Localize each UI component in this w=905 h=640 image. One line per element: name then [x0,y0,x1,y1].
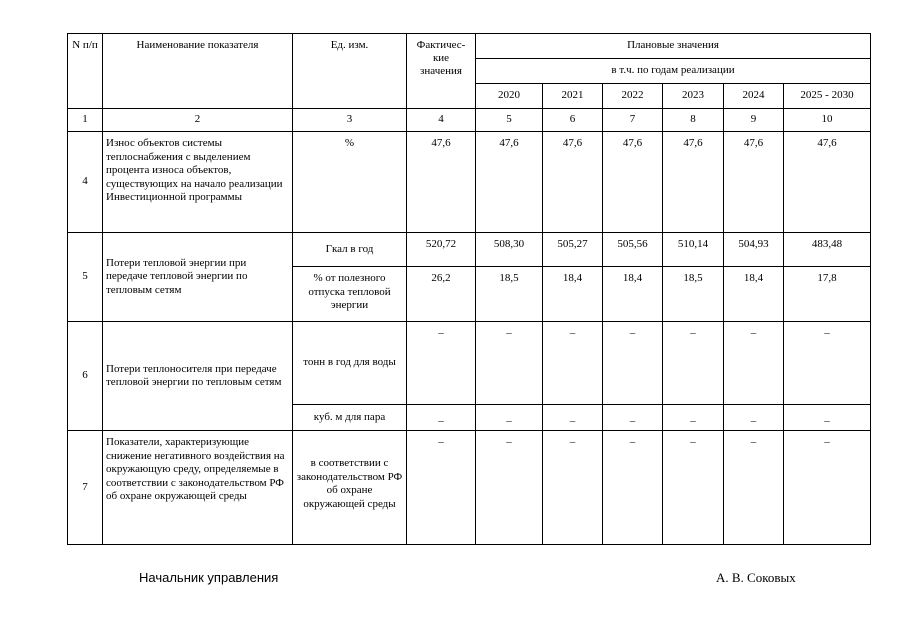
value-cell: 504,93 [724,233,784,267]
unit-cell: Гкал в год [293,233,407,267]
value-cell: 18,5 [476,267,543,322]
year-header: 2024 [724,84,784,109]
value-cell: 505,27 [543,233,603,267]
value-cell: 18,4 [724,267,784,322]
row-number: 4 [68,132,103,233]
value-cell: 18,4 [603,267,663,322]
header-by-year: в т.ч. по годам реализации [476,59,871,84]
col-number: 2 [103,109,293,132]
value-cell: 47,6 [784,132,871,233]
signer-name: А. В. Соковых [716,570,796,585]
year-header: 2022 [603,84,663,109]
value-cell: 508,30 [476,233,543,267]
value-cell: 47,6 [663,132,724,233]
col-number: 9 [724,109,784,132]
year-header: 2021 [543,84,603,109]
value-cell: 520,72 [407,233,476,267]
value-cell: 18,4 [543,267,603,322]
value-cell: _ [543,405,603,431]
indicators-table [67,33,871,545]
value-cell: 47,6 [603,132,663,233]
row-number: 6 [68,322,103,431]
year-header: 2025 - 2030 [784,84,871,109]
value-cell: _ [784,405,871,431]
value-cell: – [476,431,543,545]
header-actual: Фактичес- кие значения [407,34,476,109]
signer-position: Начальник управления [139,570,279,585]
value-cell: – [407,322,476,405]
indicator-name: Потери тепловой энергии при передаче тепловой энергии по тепловым сетям [103,233,293,322]
value-cell: _ [407,405,476,431]
col-number: 8 [663,109,724,132]
year-header: 2023 [663,84,724,109]
value-cell: 26,2 [407,267,476,322]
value-cell: – [724,431,784,545]
value-cell: 18,5 [663,267,724,322]
indicator-name: Потери теплоносителя при передаче тепловой энергии по тепловым сетям [103,322,293,431]
value-cell: – [543,431,603,545]
value-cell: _ [476,405,543,431]
value-cell: – [603,322,663,405]
row-number: 7 [68,431,103,545]
row-number: 5 [68,233,103,322]
value-cell: _ [663,405,724,431]
unit-cell: % [293,132,407,233]
value-cell: 47,6 [407,132,476,233]
value-cell: – [724,322,784,405]
indicators-table-container [67,33,871,545]
value-cell: 17,8 [784,267,871,322]
table-row [68,431,871,545]
value-cell: 505,56 [603,233,663,267]
value-cell: – [476,322,543,405]
indicator-name: Износ объектов системы теплоснабжения с выделением процента износа объектов, существующих на начало реализации Инвестиционной программы [103,132,293,233]
header-name: Наименование показателя [103,34,293,109]
value-cell: _ [603,405,663,431]
value-cell: 47,6 [724,132,784,233]
unit-cell: % от полезного отпуска тепловой энергии [293,267,407,322]
value-cell: – [784,322,871,405]
value-cell: _ [724,405,784,431]
header-unit: Ед. изм. [293,34,407,109]
col-number: 10 [784,109,871,132]
value-cell: 483,48 [784,233,871,267]
table-row [68,132,871,233]
table-row [68,233,871,267]
value-cell: – [407,431,476,545]
unit-cell: тонн в год для воды [293,322,407,405]
col-number: 1 [68,109,103,132]
value-cell: – [784,431,871,545]
col-number: 5 [476,109,543,132]
col-number: 4 [407,109,476,132]
col-number: 7 [603,109,663,132]
col-number: 3 [293,109,407,132]
year-header: 2020 [476,84,543,109]
value-cell: 510,14 [663,233,724,267]
value-cell: 47,6 [476,132,543,233]
unit-cell: в соответствии с законодательством РФ об охране окружающей среды [293,431,407,545]
value-cell: – [663,322,724,405]
value-cell: 47,6 [543,132,603,233]
table-row [68,322,871,405]
value-cell: – [663,431,724,545]
unit-cell: куб. м для пара [293,405,407,431]
value-cell: – [603,431,663,545]
header-planned: Плановые значения [476,34,871,59]
header-num: N п/п [68,34,103,109]
value-cell: – [543,322,603,405]
indicator-name: Показатели, характеризующие снижение негативного воздействия на окружающую среду, определяемые в соответствии с законодательством РФ об охране окружающей среды [103,431,293,545]
column-number-row [68,109,871,132]
col-number: 6 [543,109,603,132]
